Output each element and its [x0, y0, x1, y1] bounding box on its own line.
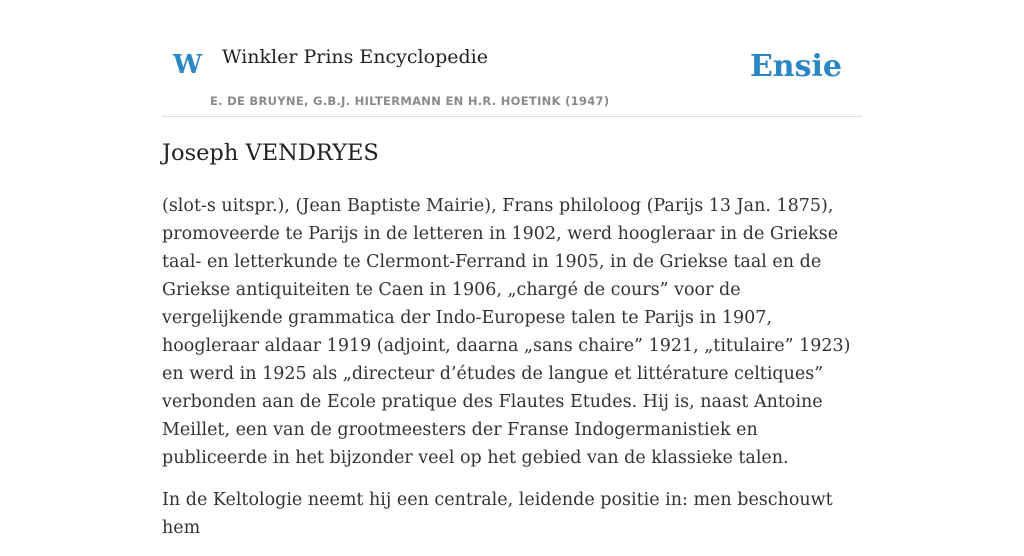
winkler-prins-logo-icon[interactable]: W — [173, 50, 203, 80]
article-body — [162, 192, 862, 556]
article-title: Joseph VENDRYES — [162, 140, 379, 166]
publication-authors: E. DE BRUYNE, G.B.J. HILTERMANN EN H.R. HOETINK (1947) — [210, 94, 610, 108]
article-paragraph: (slot-s uitspr.), (Jean Baptiste Mairie), Frans philoloog (Parijs 13 Jan. 1875), promoveerde te Parijs in de letteren in 1902, werd hoogleraar in de Griekse taal- en letterkunde te Clermont-Ferrand in 1905, in de Griekse taal en de Griekse antiquiteiten te Caen in 1906, „chargé de cours” voor de vergelijkende grammatica der Indo-Europese talen te Parijs in 1907, hoogleraar aldaar 1919 (adjoint, daarna „sans chaire” 1921, „titulaire” 1923) en werd in 1925 als „directeur d’études de langue et littérature celtiques” verbonden aan de Ecole pratique des Flautes Etudes. Hij is, naast Antoine Meillet, een van de grootmeesters der Franse Indogermanistiek en publiceerde in het bijzonder veel op het gebied van de klassieke talen. — [162, 196, 851, 468]
publication-title[interactable]: Winkler Prins Encyclopedie — [222, 46, 488, 68]
ensie-logo[interactable]: Ensie — [749, 49, 842, 84]
page-header — [162, 0, 862, 117]
article-paragraph: In de Keltologie neemt hij een centrale, leidende positie in: men beschouwt hem — [162, 490, 833, 538]
